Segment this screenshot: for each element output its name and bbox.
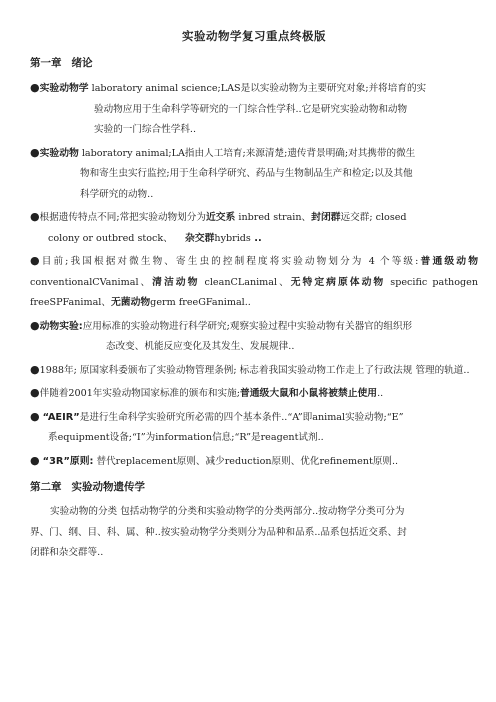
para-text: colony or outbred stock、 (48, 232, 173, 244)
para-lab-animal (30, 143, 478, 206)
para-animal-experiment (30, 316, 478, 358)
para-text: 科学研究的动物.. (80, 188, 154, 200)
para-text: 管理的轨道.. (415, 364, 470, 376)
term-closed-colony: 封闭群 (311, 212, 341, 223)
bullet-icon: ● (30, 81, 40, 94)
term-clean: 清洁动物 (152, 276, 200, 288)
chapter-2-label: 第二章 (30, 481, 62, 493)
para-text: 伴随着2001年实验动物国家标准的颁布和实施; (39, 388, 240, 399)
para-text: inbred strain、 (235, 212, 312, 223)
term-lab-animal-science: 实验动物学 (39, 83, 89, 94)
term-spf: 无特定病原体动物 (290, 276, 386, 288)
para-text: 目前;我国根据对微生物、寄生虫的控制程度将实验动物划分为 4 个等级: (41, 256, 419, 267)
term-3r: “3R”原则: (42, 455, 94, 467)
bullet-icon: ● (30, 254, 42, 267)
chapter-1-name: 绪论 (71, 57, 93, 69)
chapter-2-heading (30, 479, 478, 494)
para-text: cleanCLanimal、 (199, 276, 291, 288)
para-text: 物和寄生虫实行监控;用于生命科学研究、药品与生物制品生产和检定;以及其他 (80, 168, 413, 179)
para-text: specific pathogen freeSPFanimal、 (30, 276, 478, 308)
term-aeir: “AEIR” (42, 411, 80, 423)
para-text: 远交群; closed (340, 212, 407, 223)
bullet-icon: ● (30, 362, 40, 376)
para-text: 根据遗传特点不同;常把实验动物划分为 (39, 212, 206, 223)
term-lab-animal: 实验动物 (39, 147, 79, 159)
term-conventional: 普通级动物 (418, 256, 479, 267)
term-hybrid: 杂交群 (185, 232, 215, 244)
para-text: 是进行生命科学实验研究所必需的四个基本条件..“A”即animal实验动物;“E” (79, 411, 404, 423)
chapter-1-heading (30, 55, 478, 70)
bullet-icon: ● (30, 409, 40, 423)
para-text: 应用标准的实验动物进行科学研究;观察实验过程中实验动物有关器官的组织形 (82, 320, 413, 332)
para-text: 闭群和杂交群等.. (30, 547, 104, 558)
para-text: 1988年; 原国家科委颁布了实验动物管理条例; 标志着我国实验动物工作走上了行政法规 (39, 364, 413, 376)
para-text: laboratory animal;LA指由人工培育;来源清楚;遗传背景明确;对其携带的微生 (78, 147, 416, 159)
para-text: germ freeGFanimal.. (150, 297, 251, 308)
para-text: conventionalCVanimal、 (30, 276, 153, 288)
para-text: 替代replacement原则、减少reduction原则、优化refinement原则.. (96, 455, 399, 467)
bullet-icon: ● (30, 145, 40, 159)
para-text: 验动物应用于生命科学等研究的一门综合性学科..它是研究实验动物和动物 (94, 103, 408, 115)
term-animal-experiment: 动物实验 (39, 320, 79, 332)
bullet-icon: ● (30, 453, 40, 467)
bullet-icon: ● (30, 318, 40, 332)
para-aeir (30, 407, 478, 449)
para-text: hybrids (214, 232, 251, 244)
bullet-icon: ● (30, 386, 40, 399)
para-classification (30, 502, 478, 564)
para-text: .. (377, 388, 384, 399)
term-germ-free: 无菌动物 (110, 297, 151, 308)
document-title: 实验动物学复习重点终极版 (182, 29, 326, 43)
para-2001-standard (30, 383, 478, 405)
para-text: 实验动物的分类 包括动物学的分类和实验动物学的分类两部分..按动物学分类可分为 (50, 506, 405, 517)
document-page (30, 28, 478, 566)
para-text: 系equipment设备;“I”为information信息;“R”是reagent试剂.. (48, 432, 324, 443)
para-genetic-classification (30, 207, 478, 249)
chapter-2-name: 实验动物遗传学 (71, 481, 145, 493)
para-microbe-grades (30, 251, 478, 314)
chapter-1-label: 第一章 (30, 57, 62, 69)
para-3r (30, 451, 478, 473)
para-text: 界、门、纲、目、科、属、种..按实验动物学分类则分为品种和品系..品系包括近交系、封 (30, 526, 407, 538)
term-inbred: 近交系 (205, 212, 236, 223)
bullet-icon: ● (30, 210, 40, 223)
para-text: laboratory animal science;LAS是以实验动物为主要研究对象;并将培育的实 (88, 83, 427, 94)
para-text: 实验的一门综合性学科.. (94, 124, 197, 135)
para-text: .. (250, 232, 262, 244)
para-1988-regulation (30, 360, 478, 382)
para-text: 态改变、机能反应变化及其发生、发展规律.. (106, 341, 295, 352)
para-text: : (78, 320, 83, 332)
term-prohibited: 普通级大鼠和小鼠将被禁止使用 (239, 388, 378, 399)
para-lab-animal-science (30, 78, 478, 141)
